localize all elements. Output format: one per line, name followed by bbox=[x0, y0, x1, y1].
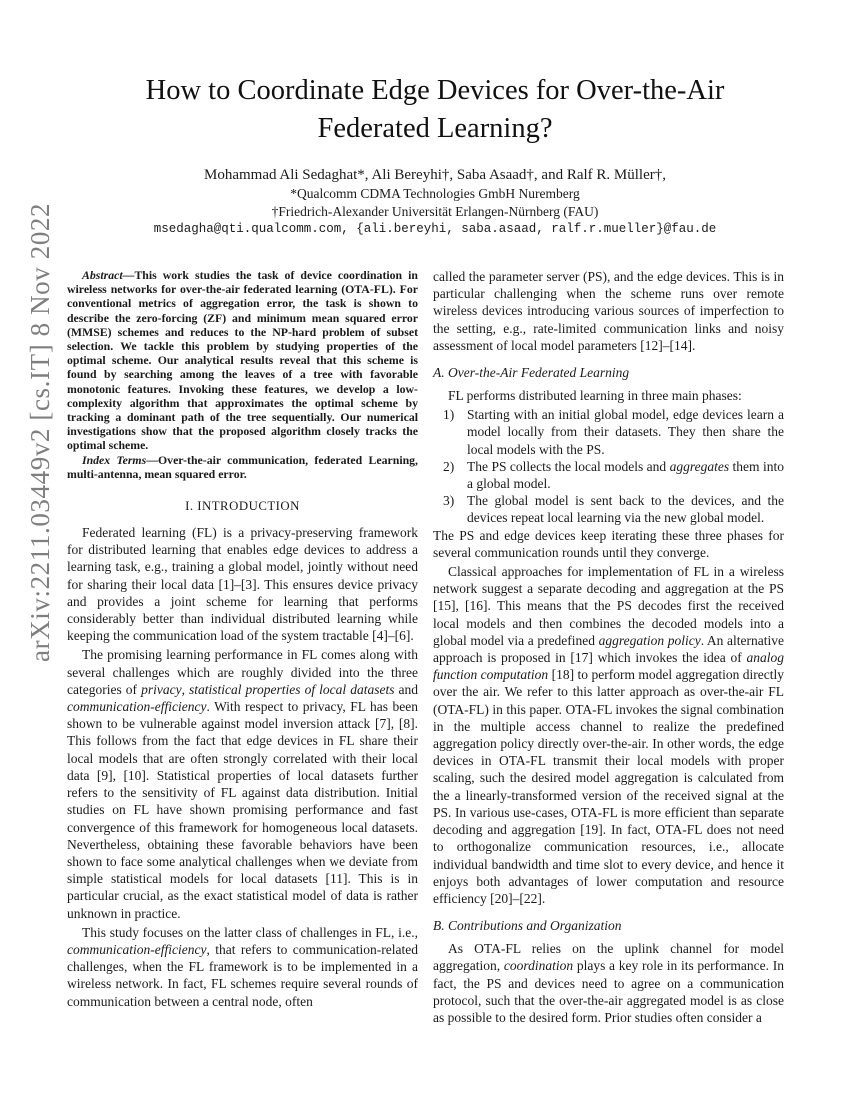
intro-paragraph-3-continued: called the parameter server (PS), and the edge devices. This is in particular challenging when the scheme runs over remote wireless devices introducing various sources of imperfection to the setting, e.g., rate-limited communication links and noisy assessment of local model parameters [12]–[14]. bbox=[433, 269, 784, 353]
abstract-text: —This work studies the task of device coordination in wireless networks for over-the-air federated learning (OTA-FL). For conventional metrics of aggregation error, the task is shown to describe the zero-forcing (ZF) and minimum mean squared error (MMSE) schemes and reduces to the NP-hard problem of subset selection. We tackle this problem by studying properties of the optimal scheme. Our analytical results reveal that this scheme is found by searching among the leaves of a tree with favorable monotonic features. Invoking these features, we develop a low-complexity algorithm that approximates the optimal scheme by tracking a dominant path of the tree sequentially. Our numerical investigations show that the proposed algorithm closely tracks the optimal scheme. bbox=[67, 268, 418, 453]
text-run: , bbox=[181, 681, 189, 697]
emphasis-privacy: privacy bbox=[141, 681, 182, 697]
subsection-heading-ota-fl: A. Over-the-Air Federated Learning bbox=[433, 365, 630, 381]
ota-fl-after-list: The PS and edge devices keep iterating these three phases for several communication rounds until they converge. bbox=[433, 527, 784, 560]
list-item-text: The PS collects the local models and bbox=[467, 458, 670, 474]
list-item-text: Starting with an initial global model, edge devices learn a model locally from their datasets. They then share the local models with the PS. bbox=[467, 407, 784, 457]
text-run: This study focuses on the latter class of challenges in FL, i.e., bbox=[82, 924, 418, 940]
author-list: Mohammad Ali Sedaghat*, Ali Bereyhi†, Saba Asaad†, and Ralf R. Müller†, bbox=[203, 167, 666, 183]
subsection-heading-contributions: B. Contributions and Organization bbox=[433, 918, 622, 934]
text-run: plays a key role in its performance. In fact, the PS and devices need to agree on a communication protocol, such that the over-the-air aggregated model is as close as possible to the desired form. Prior studies often consider a bbox=[433, 958, 784, 1025]
list-item-number: 3) bbox=[443, 493, 455, 509]
abstract bbox=[67, 268, 418, 453]
list-item bbox=[433, 492, 784, 526]
emphasis-analog-function-computation: analog function computation bbox=[433, 650, 784, 683]
paper-title-line-2: Federated Learning? bbox=[317, 113, 553, 144]
list-item-text: them into a global model. bbox=[467, 458, 785, 492]
text-run: As OTA-FL relies on the uplink channel for model aggregation, bbox=[433, 941, 784, 974]
text-run: [18] to perform model aggregation directly over the air. We refer to this latter approach as over-the-air FL (OTA-FL) in this paper. OTA-FL invokes the signal combination in the multiple access channel to realize the predefined aggregation policy directly over-the-air. In other words, the edge devices in OTA-FL transmit their local models with proper scaling, such the desired model aggregation is calculated from the a linearly-transformed version of the received signal at the PS. In various use-cases, OTA-FL is more efficient than separate decoding and aggregation [19]. In fact, OTA-FL does not need to orthogonalize communication resources, i.e., allocate individual bandwidth and time slot to every device, and hence it enjoys both advantages of lower computation and resource efficiency [20]–[22]. bbox=[433, 667, 784, 906]
index-terms-text: —Over-the-air communication, federated Learning, multi-antenna, mean squared error. bbox=[67, 452, 419, 481]
abstract-label: Abstract bbox=[82, 268, 123, 282]
emphasis-coordination: coordination bbox=[503, 958, 574, 974]
right-column bbox=[433, 268, 784, 1028]
paper-title bbox=[70, 72, 800, 148]
section-heading-introduction: I. INTRODUCTION bbox=[185, 499, 300, 514]
arxiv-identifier-stamp: arXiv:2211.03449v2 [cs.IT] 8 Nov 2022 bbox=[25, 202, 55, 662]
list-item bbox=[433, 458, 784, 492]
index-terms-label: Index Terms bbox=[82, 452, 147, 467]
emphasis-statistical-properties: statistical properties of local datasets bbox=[189, 681, 395, 697]
contributions-paragraph-1 bbox=[433, 940, 784, 1026]
list-item-text: The global model is sent back to the devices, and the devices repeat local learning via the new global model. bbox=[467, 493, 784, 526]
affiliation-qualcomm: *Qualcomm CDMA Technologies GmbH Nuremberg bbox=[290, 186, 580, 201]
ota-fl-paragraph-2 bbox=[433, 563, 784, 907]
list-item-number: 2) bbox=[443, 458, 455, 474]
fl-phases-list bbox=[433, 406, 784, 526]
text-run: . An alternative approach is proposed in [17] which invokes the idea of bbox=[433, 632, 784, 666]
list-item-number: 1) bbox=[443, 407, 455, 423]
text-run: . With respect to privacy, FL has been shown to be vulnerable against model inversion attack [7], [8]. This follows from the fact that edge devices in FL share their local models that are often strongly correlated with their local data [9], [10]. Statistical properties of local datasets further refers to the sensitivity of FL against data distribution. Initial studies on FL have shown promising performance and fast convergence of this framework for homogeneous local datasets. Nevertheless, obtaining these favorable behaviors have been shown to face some analytical challenges when we deviate from simple statistical models for local datasets [11]. This is in particular crucial, as the exact statistical model of data is rather unknown in practice. bbox=[67, 699, 418, 921]
emphasis-communication-efficiency: communication-efficiency bbox=[67, 941, 207, 957]
intro-paragraph-3 bbox=[67, 924, 418, 1010]
text-run: The promising learning performance in FL comes along with several challenges which are roughly divided into the three categories of bbox=[67, 647, 418, 697]
emphasis-aggregates: aggregates bbox=[669, 458, 730, 474]
ota-fl-intro-line: FL performs distributed learning in three main phases: bbox=[448, 388, 742, 404]
intro-paragraph-2 bbox=[67, 646, 418, 921]
emphasis-communication-efficiency: communication-efficiency bbox=[67, 699, 207, 715]
text-run: Classical approaches for implementation of FL in a wireless network suggest a separate decoding and aggregation at the PS [15], [16]. This means that the PS decodes first the received local models and then combines the decoded models into a global model via a predefined bbox=[433, 564, 784, 648]
affiliation-fau: †Friedrich-Alexander Universität Erlangen-Nürnberg (FAU) bbox=[271, 204, 599, 219]
text-run: and bbox=[394, 681, 419, 697]
author-emails: msedagha@qti.qualcomm.com, {ali.bereyhi, saba.asaad, ralf.r.mueller}@fau.de bbox=[153, 222, 717, 236]
list-item bbox=[433, 406, 784, 458]
paper-title-line-1: How to Coordinate Edge Devices for Over-the-Air bbox=[145, 75, 725, 106]
text-run: , that refers to communication-related challenges, when the FL framework is to be implemented in a wireless network. In fact, FL schemes require several rounds of communication between a central node, often bbox=[67, 941, 418, 1009]
left-column bbox=[67, 268, 418, 1012]
index-terms bbox=[67, 453, 418, 481]
emphasis-aggregation-policy: aggregation policy bbox=[598, 632, 701, 648]
intro-paragraph-1: Federated learning (FL) is a privacy-preserving framework for distributed learning that enables edge devices to address a learning task, e.g., training a global model, jointly without need for sharing their local data [1]–[3]. This ensures device privacy and provides a joint scheme for learning that performs considerably better than individual distributed learning while keeping the communication load of the system tractable [4]–[6]. bbox=[67, 525, 418, 644]
